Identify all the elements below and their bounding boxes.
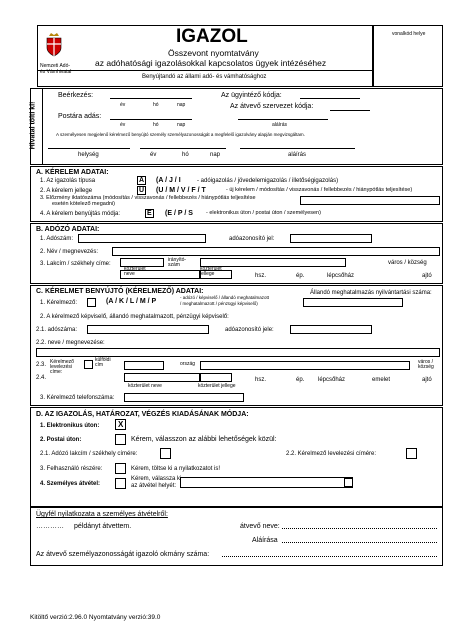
page-title: IGAZOL bbox=[176, 26, 248, 47]
peldany-label: példányt átvettem. bbox=[74, 523, 132, 530]
ugyfel-title: Ügyfél nyilatkozata a személyes átvételről: bbox=[36, 511, 168, 518]
hsz-label: hsz. bbox=[255, 273, 267, 279]
c-adoazonosito-field[interactable] bbox=[290, 325, 372, 334]
signature-line-2[interactable] bbox=[240, 148, 355, 149]
adoazonosito-field[interactable] bbox=[290, 234, 372, 243]
c-kozterulet-neve-label: közterület neve bbox=[128, 383, 162, 389]
postara-label: Postára adás: bbox=[58, 113, 102, 120]
adozo-cim-checkbox[interactable] bbox=[160, 448, 171, 459]
a4-label: 4. A kérelem benyújtás módja: bbox=[40, 211, 121, 217]
d1-mark: X bbox=[118, 420, 124, 429]
c-kozterulet-jellege-field[interactable] bbox=[200, 373, 232, 382]
atvevo-label: átvevő neve: bbox=[240, 523, 280, 530]
section-d bbox=[30, 407, 443, 507]
ev-label-3: év bbox=[150, 152, 157, 158]
c-adoszam-field[interactable] bbox=[87, 325, 209, 334]
c-iranyitoszam-field[interactable] bbox=[124, 361, 164, 370]
c23-levelezesi-label: Kérelmező levelezési címe: bbox=[50, 359, 74, 375]
a1-value: A bbox=[139, 177, 145, 184]
nap-label: nap bbox=[177, 102, 186, 108]
c-varos-field[interactable] bbox=[200, 361, 410, 370]
beerkezes-label: Beérkezés: bbox=[58, 92, 94, 99]
section-b-title: B. ADÓZÓ ADATAI: bbox=[36, 226, 100, 233]
b2-label: 2. Név / megnevezés: bbox=[40, 249, 99, 255]
c-ajto-label: ajtó bbox=[422, 377, 432, 383]
szemelyes-checkbox[interactable] bbox=[115, 478, 126, 489]
c-lepcsohaz-label: lépcsőház bbox=[318, 377, 346, 383]
a3-label-b: esetén kötelező megadni) bbox=[52, 201, 115, 207]
atvetel-helye-field[interactable] bbox=[180, 477, 353, 488]
nav-logo-icon bbox=[44, 32, 64, 58]
d21-label: 2.1. Adózó lakcím / székhely címére: bbox=[40, 451, 138, 457]
footer-version: Kitöltő verzió:2.96.0 Nyomtatvány verzió:39.0 bbox=[30, 614, 161, 621]
okmany-label: Az átvevő személyazonosságát igazoló okmány száma: bbox=[36, 551, 210, 558]
postara-field[interactable] bbox=[110, 119, 192, 120]
a4-options: (E / P / S bbox=[165, 210, 193, 217]
a2-options: (U / M / V / F / T bbox=[156, 187, 206, 194]
ajto-label: ajtó bbox=[422, 273, 432, 279]
d3-label: 3. Felhasználó részére: bbox=[40, 466, 103, 472]
helyseg-field[interactable] bbox=[48, 148, 130, 149]
logo-text-1: Nemzeti Adó- bbox=[40, 63, 71, 69]
beerkezes-field[interactable] bbox=[110, 98, 192, 99]
logo-text-2: és Vámhivatal bbox=[40, 69, 72, 75]
a2-desc: - új kérelem / módosítás / visszavonás / fellebbezés / hiánypótlás teljesítése) bbox=[226, 187, 413, 193]
c-nev-field[interactable] bbox=[36, 348, 440, 357]
c1-label: 1. Kérelmező: bbox=[40, 300, 78, 306]
elozmeny-field[interactable] bbox=[300, 196, 440, 205]
kerelem-jellege-box[interactable] bbox=[137, 186, 146, 195]
kozterulet-jellege-label: közterület jellege bbox=[200, 266, 222, 277]
alairas-label-2: aláírás bbox=[288, 152, 307, 158]
office-date-field[interactable] bbox=[140, 148, 226, 149]
ev-label-2: év bbox=[120, 122, 126, 128]
signature-line-1[interactable] bbox=[238, 119, 328, 120]
ho-label-3: hó bbox=[182, 152, 189, 158]
varos-label: város / község bbox=[388, 260, 427, 266]
b1-label: 1. Adószám: bbox=[40, 236, 74, 242]
c-varos-label: város / község bbox=[418, 359, 434, 370]
nap-label-2: nap bbox=[177, 122, 186, 128]
barcode-label: vonalkód helye bbox=[392, 31, 426, 37]
ugyintezo-field[interactable] bbox=[300, 98, 360, 99]
atvevo-szervezet-label: Az átvevő szervezet kódja: bbox=[230, 103, 314, 110]
b3-label: 3. Lakcím / székhely címe: bbox=[40, 261, 111, 267]
c21-adoazonosito-label: adóazonosító jele: bbox=[225, 327, 274, 333]
a2-value: U bbox=[139, 187, 145, 194]
ep-label: ép. bbox=[296, 273, 305, 279]
atvevo-szervezet-field[interactable] bbox=[330, 110, 370, 111]
alairas-field[interactable] bbox=[282, 542, 437, 543]
nap-label-3: nap bbox=[210, 152, 221, 158]
helyseg-label: helység bbox=[78, 152, 99, 158]
orszag-label: ország bbox=[180, 361, 196, 367]
alairas-label-1: aláírás bbox=[272, 122, 288, 128]
alairas-label-3: Aláírása bbox=[252, 537, 278, 544]
a1-options: (A / J / I bbox=[156, 177, 181, 184]
telefonszam-field[interactable] bbox=[124, 393, 244, 402]
kulfoldi-cim-checkbox[interactable] bbox=[84, 360, 93, 369]
atvevo-neve-field[interactable] bbox=[282, 528, 437, 529]
ho-label: hó bbox=[153, 102, 159, 108]
c24-label: 2.4. bbox=[36, 375, 47, 381]
c-kozterulet-jellege-label: közterület jellege bbox=[198, 383, 236, 389]
c3-label: 3. Kérelmező telefonszáma: bbox=[40, 395, 115, 401]
a4-value: E bbox=[147, 210, 152, 217]
d3-desc: Kérem, töltse ki a nyilatkozatot is! bbox=[131, 466, 221, 472]
section-a-title: A. KÉRELEM ADATAI: bbox=[36, 169, 109, 176]
c21-label: 2.1. adószáma: bbox=[36, 327, 78, 333]
iranyito-label: irányító-szám bbox=[168, 257, 187, 268]
c1-desc-2: / meghatalmazott / pénzügyi képviselő) bbox=[180, 301, 258, 306]
a1-label: 1. Az igazolás típusa bbox=[40, 178, 96, 184]
b1-adoazonosito-label: adóazonosító jel: bbox=[229, 236, 275, 242]
a4-desc: - elektronikus úton / postai úton / személyesen) bbox=[206, 210, 321, 216]
c-emelet-label: emelet bbox=[372, 377, 391, 383]
c-kozterulet-neve-field[interactable] bbox=[124, 373, 200, 382]
d2-desc: Kérem, válasszon az alábbi lehetőségek közül: bbox=[131, 436, 277, 443]
d4-desc-2: az átvétel helyét: bbox=[131, 483, 177, 489]
kulfoldi-label: külföldi cím bbox=[95, 357, 111, 368]
subtitle-1: Összevont nyomtatvány bbox=[168, 48, 259, 58]
igazolas-tipus-box[interactable] bbox=[137, 176, 146, 185]
subtitle-3: Benyújtandó az állami adó- és vámhatósághoz bbox=[142, 74, 267, 80]
d22-label: 2.2. Kérelmező levelezési címére: bbox=[286, 451, 377, 457]
office-note: A személyesen megjelenő kérelmező benyújtó személy személyazonosságát a megfelelő igazolvány alapján megvizsgáltam. bbox=[56, 132, 305, 137]
c2-label: 2. A kérelmező képviselő, állandó meghatalmazott, pénzügyi képviselő: bbox=[40, 314, 229, 320]
atvetel-helye-dropdown[interactable] bbox=[344, 478, 353, 487]
c1-options: (A / K / L / M / P bbox=[106, 298, 157, 305]
section-d-title: D. AZ IGAZOLÁS, HATÁROZAT, VÉGZÉS KIADÁSÁNAK MÓDJA: bbox=[36, 411, 249, 418]
allando-meghatalmazas-field[interactable] bbox=[303, 298, 403, 307]
d2-label: 2. Postai úton: bbox=[40, 437, 82, 443]
kerelmezo-box[interactable] bbox=[87, 298, 96, 307]
office-vertical-label: Hivatal tölti ki! bbox=[29, 101, 37, 150]
c1-desc-1: - adózó / képviselő / állandó meghatalmazott bbox=[180, 295, 270, 300]
benyujtas-mod-box[interactable] bbox=[145, 209, 154, 218]
a2-label: 2. A kérelem jellege bbox=[40, 188, 93, 194]
kozterulet-neve-label: közterület neve bbox=[124, 266, 146, 277]
d1-label: 1. Elektronikus úton: bbox=[40, 423, 100, 429]
felhasznalo-checkbox[interactable] bbox=[115, 463, 126, 474]
d4-desc-1: Kérem, válassza ki bbox=[131, 476, 182, 482]
c1-allando-label: Állandó meghatalmazás nyilvántartási száma: bbox=[310, 290, 432, 296]
lepcsohaz-label: lépcsőház bbox=[327, 273, 355, 279]
section-c-title: C. KÉRELMET BENYÚJTÓ (KÉRELMEZŐ) ADATAI: bbox=[36, 288, 204, 295]
a1-desc: - adóigazolás / jövedelemigazolás / illetőségigazolás) bbox=[197, 178, 339, 184]
postai-checkbox[interactable] bbox=[115, 434, 126, 445]
kerelmezo-cim-checkbox[interactable] bbox=[406, 448, 417, 459]
c22-label: 2.2. neve / megnevezése: bbox=[36, 340, 105, 346]
c23-label: 2.3. bbox=[36, 362, 47, 368]
ugyintezo-label: Az ügyintéző kódja: bbox=[221, 92, 282, 99]
elektronikus-checkbox[interactable] bbox=[115, 419, 126, 430]
ho-label-2: hó bbox=[153, 122, 159, 128]
c-ep-label: ép. bbox=[296, 377, 305, 383]
okmany-field[interactable] bbox=[222, 556, 437, 557]
d4-label: 4. Személyes átvétel: bbox=[40, 481, 101, 487]
ev-label: év bbox=[120, 102, 126, 108]
subtitle-2: az adóhatósági igazolásokkal kapcsolatos ügyek intézéséhez bbox=[95, 58, 327, 68]
c-hsz-label: hsz. bbox=[255, 377, 267, 383]
peldany-dots: ………… bbox=[36, 523, 64, 530]
nev-field[interactable] bbox=[112, 247, 440, 256]
adoszam-field[interactable] bbox=[78, 234, 206, 243]
a3-label: 3. Előzmény iktatószáma (módosítás / visszavonás / fellebbezés / hiánypótlás teljesítése bbox=[40, 195, 256, 201]
